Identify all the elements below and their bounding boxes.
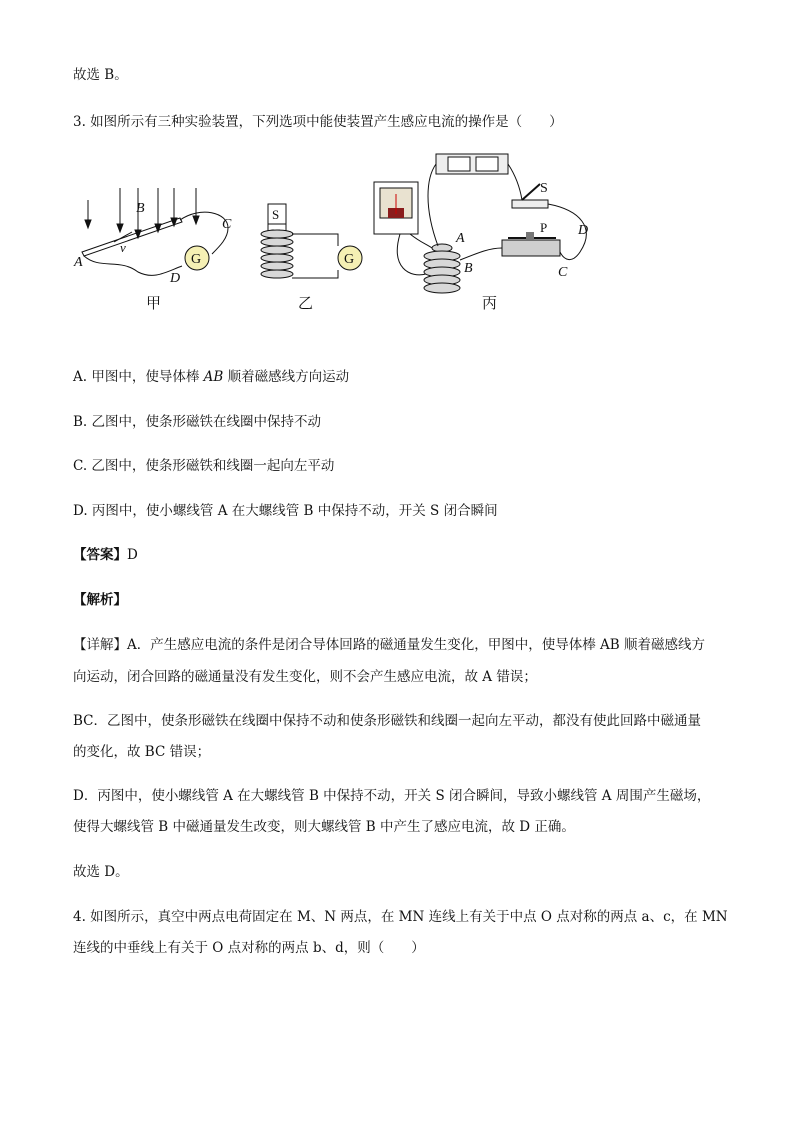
bing-label-C: C: [558, 265, 568, 280]
question-4-stem-line-1: 4. 如图所示，真空中两点电荷固定在 M、N 两点，在 MN 连线上有关于中点 O 点对称的两点 a、c，在 MN: [73, 909, 728, 925]
jia-label-D: D: [170, 271, 181, 286]
bing-caption: 丙: [482, 296, 498, 312]
jia-galvanometer-label: G: [191, 252, 202, 267]
experiment-figure: [70, 148, 610, 318]
answer-label: 【答案】: [73, 547, 127, 563]
answer-value: D: [127, 547, 138, 563]
figure-bing: [374, 154, 588, 312]
option-a: [73, 368, 349, 386]
figure-yi: [261, 204, 362, 312]
jia-label-C: C: [222, 217, 232, 232]
yi-galvanometer-label: G: [344, 252, 355, 267]
detail-line-6: 使得大螺线管 B 中磁通量发生改变，则大螺线管 B 中产生了感应电流，故 D 正确。: [73, 819, 575, 835]
detail-line-4: 的变化，故 BC 错误；: [73, 744, 211, 760]
jia-label-A: A: [74, 255, 83, 270]
previous-conclusion: 故选 B。: [73, 67, 128, 83]
bing-label-D: D: [578, 223, 589, 238]
answer-line: [73, 546, 138, 564]
option-c: C. 乙图中，使条形磁铁和线圈一起向左平动: [73, 458, 335, 474]
yi-caption: 乙: [298, 296, 314, 312]
bing-label-A: A: [456, 231, 465, 246]
detail-line-2: 向运动，闭合回路的磁通量没有发生变化，则不会产生感应电流，故 A 错误；: [73, 669, 537, 685]
option-a-suffix: 顺着磁感线方向运动: [223, 369, 350, 385]
option-d: D. 丙图中，使小螺线管 A 在大螺线管 B 中保持不动，开关 S 闭合瞬间: [73, 503, 498, 519]
question-3-stem: 3. 如图所示有三种实验装置，下列选项中能使装置产生感应电流的操作是（ ）: [73, 114, 563, 130]
question-3-conclusion: 故选 D。: [73, 864, 129, 880]
yi-magnet-S-label: S: [272, 207, 280, 222]
option-a-prefix: A. 甲图中，使导体棒: [73, 369, 204, 385]
jia-caption: 甲: [146, 296, 162, 312]
figure-jia: [73, 188, 232, 312]
option-a-variable: AB: [203, 369, 224, 385]
option-b: B. 乙图中，使条形磁铁在线圈中保持不动: [73, 414, 322, 430]
detail-line-1: 【详解】A．产生感应电流的条件是闭合导体回路的磁通量发生变化，甲图中，使导体棒 AB 顺着磁感线方: [73, 637, 706, 653]
bing-switch-label: S: [540, 181, 548, 196]
analysis-label: 【解析】: [73, 592, 127, 608]
detail-line-5: D．丙图中，使小螺线管 A 在大螺线管 B 中保持不动，开关 S 闭合瞬间，导致小螺线管 A 周围产生磁场，: [73, 788, 711, 804]
question-4-stem-line-2: 连线的中垂线上有关于 O 点对称的两点 b、d，则（ ）: [73, 940, 425, 956]
jia-label-v: v: [120, 240, 126, 255]
detail-line-3: BC．乙图中，使条形磁铁在线圈中保持不动和使条形磁铁和线圈一起向左平动，都没有使此回路中磁通量: [73, 713, 701, 729]
jia-label-B: B: [136, 201, 145, 216]
bing-label-B: B: [464, 261, 473, 276]
bing-slider-label: P: [540, 220, 548, 235]
